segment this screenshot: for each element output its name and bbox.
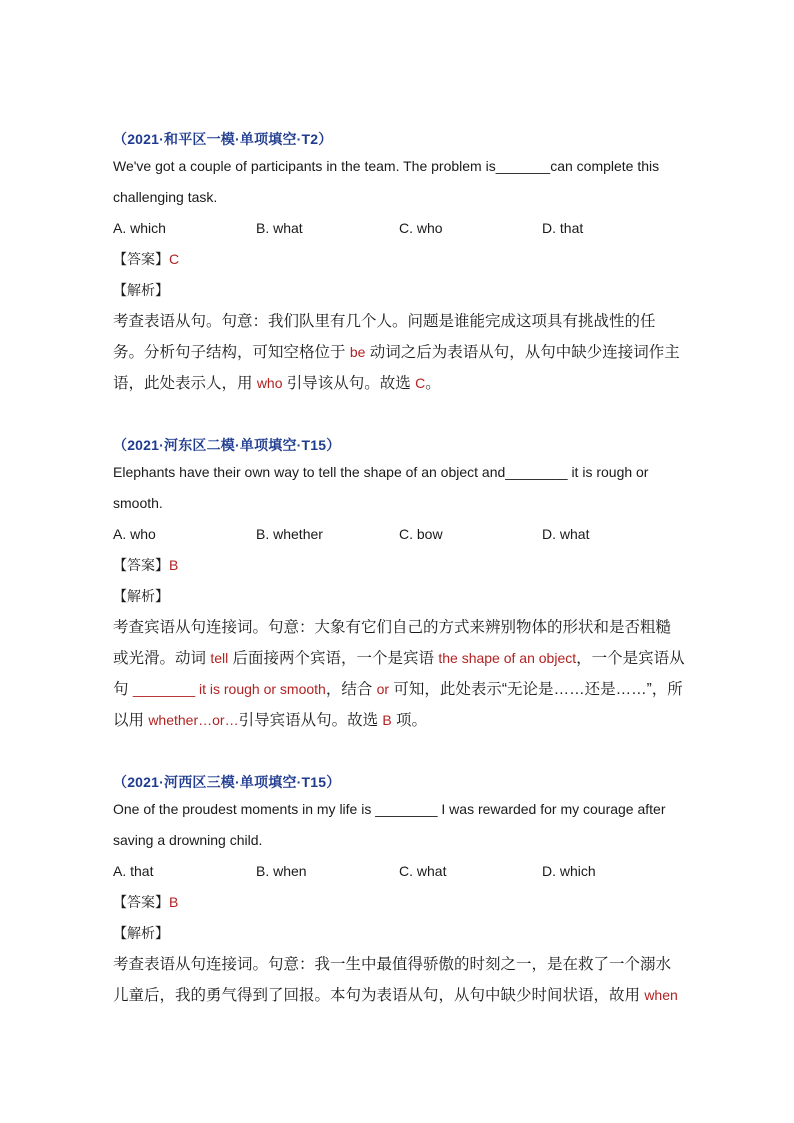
answer-value: B — [169, 894, 179, 910]
analysis-text — [113, 949, 685, 1011]
analysis-text-part: 考查表语从句。句意：我们队里有几个人。问题是谁能完成这项具有挑战性的任务。分析句子结构，可知空格位于 — [113, 313, 656, 361]
analysis-label: 【解析】 — [113, 925, 169, 941]
analysis-text — [113, 306, 685, 399]
answer-line — [113, 244, 685, 275]
analysis-text-part: ，一个是宾语从句 — [113, 650, 685, 698]
answer-label: 【答案】 — [113, 251, 169, 267]
highlight-term: ________ it is rough or smooth — [132, 681, 326, 697]
options-row — [113, 856, 685, 887]
options-row — [113, 519, 685, 550]
answer-label: 【答案】 — [113, 557, 169, 573]
analysis-text-part: 动词之后为表语从句，从句中缺少连接词作主语，此处表示人，用 — [113, 344, 680, 392]
option-a: A. who — [113, 526, 156, 542]
analysis-text-part: 引导宾语从句。故选 — [238, 712, 383, 729]
highlight-term: who — [256, 375, 283, 391]
analysis-label: 【解析】 — [113, 588, 169, 604]
answer-line — [113, 550, 685, 581]
answer-line — [113, 887, 685, 918]
option-b: B. when — [256, 863, 307, 879]
option-d: D. that — [542, 220, 584, 236]
question-source: （2021·河西区三模·单项填空·T15） — [113, 774, 341, 790]
question-2 — [113, 434, 685, 736]
highlight-term: B — [382, 712, 392, 728]
highlight-term: be — [349, 344, 366, 360]
analysis-text-part: 考查宾语从句连接词。句意：大象有它们自己的方式来辨别物体的形状和是否粗糙或光滑。动词 — [113, 619, 672, 667]
question-source: （2021·和平区一模·单项填空·T2） — [113, 131, 333, 147]
answer-value: B — [169, 557, 179, 573]
analysis-text-part: 可知，此处表示“无论是……还是……”，所以用 — [113, 681, 683, 729]
option-d: D. which — [542, 863, 596, 879]
highlight-term: or — [376, 681, 390, 697]
analysis-text-part: 项。 — [391, 712, 428, 729]
analysis-text-part: 后面接两个宾语，一个是宾语 — [228, 650, 439, 667]
question-1 — [113, 128, 685, 399]
option-b: B. whether — [256, 526, 323, 542]
question-source: （2021·河东区二模·单项填空·T15） — [113, 437, 341, 453]
question-stem: Elephants have their own way to tell the shape of an object and________ it is rough or smooth. — [113, 464, 649, 511]
analysis-text-part: 。 — [425, 375, 441, 392]
analysis-text-part: ，结合 — [325, 681, 377, 698]
highlight-term: whether…or… — [148, 712, 239, 728]
highlight-term: tell — [210, 650, 229, 666]
option-c: C. what — [399, 863, 447, 879]
question-3 — [113, 771, 685, 1011]
answer-label: 【答案】 — [113, 894, 169, 910]
analysis-label: 【解析】 — [113, 282, 169, 298]
option-d: D. what — [542, 526, 590, 542]
option-a: A. which — [113, 220, 166, 236]
highlight-term: when — [644, 987, 678, 1003]
analysis-text-part: 引导该从句。故选 — [282, 375, 416, 392]
highlight-term: the shape of an object — [438, 650, 577, 666]
question-stem: One of the proudest moments in my life is ________ I was rewarded for my courage after saving a drowning child. — [113, 801, 666, 848]
answer-value: C — [169, 251, 180, 267]
options-row — [113, 213, 685, 244]
option-b: B. what — [256, 220, 303, 236]
option-c: C. who — [399, 220, 443, 236]
question-stem: We've got a couple of participants in the team. The problem is_______can complete this challenging task. — [113, 158, 660, 205]
analysis-text — [113, 612, 685, 736]
option-a: A. that — [113, 863, 154, 879]
highlight-term: C — [415, 375, 426, 391]
option-c: C. bow — [399, 526, 443, 542]
analysis-text-part: 考查表语从句连接词。句意：我一生中最值得骄傲的时刻之一，是在救了一个溺水儿童后，我的勇气得到了回报。本句为表语从句，从句中缺少时间状语，故用 — [113, 956, 672, 1004]
